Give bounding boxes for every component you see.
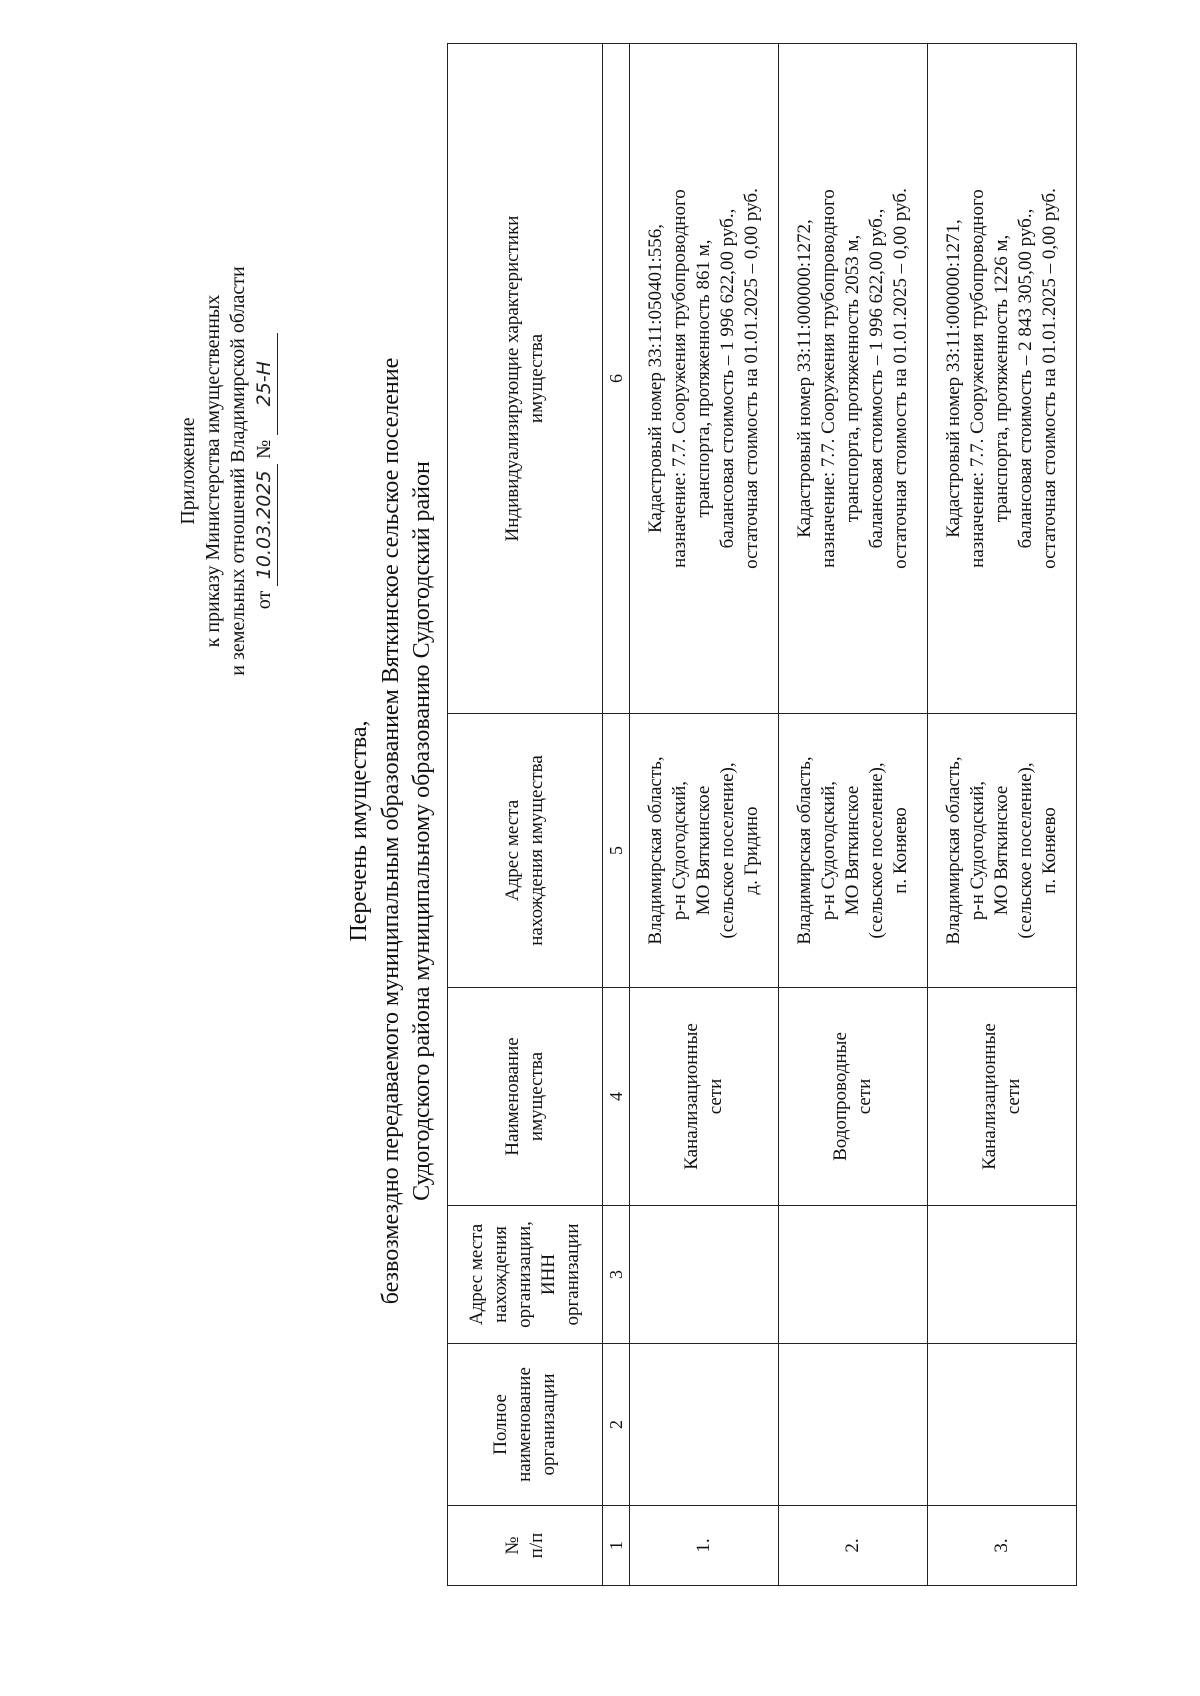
org-address-cell — [629, 1206, 778, 1344]
row-number: 3. — [927, 1506, 1076, 1586]
header-number: № п/п — [448, 1506, 603, 1586]
column-number: 4 — [603, 988, 629, 1206]
org-address-cell — [778, 1206, 927, 1344]
row-number: 1. — [629, 1506, 778, 1586]
column-number: 2 — [603, 1344, 629, 1506]
header-org-name: Полное наименование организации — [448, 1344, 603, 1506]
document-subtitle-line-2: Судогодского района муниципальному образованию Судогодский район — [409, 461, 435, 1201]
table-row — [629, 44, 778, 1586]
table-row — [927, 44, 1076, 1586]
appendix-order-line: к приказу Министерства имущественных — [202, 294, 224, 648]
column-number-row — [603, 44, 629, 1586]
property-table — [447, 43, 1077, 1586]
property-address-cell: Владимирская область, р-н Судогодский, МО Вяткинское (сельское поселение), д. Гридино — [629, 714, 778, 988]
header-characteristics: Индивидуализирующие характеристики имущества — [448, 44, 603, 714]
date-prefix: от — [253, 590, 275, 610]
header-property-address: Адрес места нахождения имущества — [448, 714, 603, 988]
characteristics-cell: Кадастровый номер 33:11:000000:1271, назначение: 7.7. Сооружения трубопроводного транспорта, протяженность 1226 м, балансовая стоимость – 2 843 305,00 руб., остаточная стоимость на 01.01.2025 – 0,00 руб. — [927, 44, 1076, 714]
order-date: 10.03.2025 — [252, 464, 278, 586]
appendix-heading: Приложение — [177, 417, 199, 525]
table-header-row — [448, 44, 603, 1586]
property-name-cell: Канализационные сети — [927, 988, 1076, 1206]
appendix-date-line — [252, 191, 278, 751]
order-number: 25-Н — [252, 333, 278, 435]
table-row — [778, 44, 927, 1586]
appendix-ministry-line: и земельных отношений Владимирской области — [227, 266, 249, 676]
org-address-cell — [927, 1206, 1076, 1344]
characteristics-cell: Кадастровый номер 33:11:050401:556, назначение: 7.7. Сооружения трубопроводного транспорта, протяженность 861 м, балансовая стоимость – 1 996 622,00 руб., остаточная стоимость на 01.01.2025 – 0,00 руб. — [629, 44, 778, 714]
row-number: 2. — [778, 1506, 927, 1586]
document-subtitle-line-1: безвозмездно передаваемого муниципальным образованием Вяткинское сельское поселение — [378, 357, 404, 1305]
header-org-address: Адрес места нахождения организации, ИНН организации — [448, 1206, 603, 1344]
column-number: 6 — [603, 44, 629, 714]
column-number: 5 — [603, 714, 629, 988]
header-property-name: Наименование имущества — [448, 988, 603, 1206]
document-title: Перечень имущества, — [346, 720, 372, 942]
number-prefix: № — [253, 439, 275, 459]
org-name-cell — [778, 1344, 927, 1506]
org-name-cell — [927, 1344, 1076, 1506]
property-name-cell: Канализационные сети — [629, 988, 778, 1206]
characteristics-cell: Кадастровый номер 33:11:000000:1272, назначение: 7.7. Сооружения трубопроводного транспорта, протяженность 2053 м, балансовая стоимость – 1 996 622,00 руб., остаточная стоимость на 01.01.2025 – 0,00 руб. — [778, 44, 927, 714]
org-name-cell — [629, 1344, 778, 1506]
property-address-cell: Владимирская область, р-н Судогодский, МО Вяткинское (сельское поселение), п. Коняево — [927, 714, 1076, 988]
property-address-cell: Владимирская область, р-н Судогодский, МО Вяткинское (сельское поселение), п. Коняево — [778, 714, 927, 988]
column-number: 1 — [603, 1506, 629, 1586]
property-name-cell: Водопроводные сети — [778, 988, 927, 1206]
column-number: 3 — [603, 1206, 629, 1344]
